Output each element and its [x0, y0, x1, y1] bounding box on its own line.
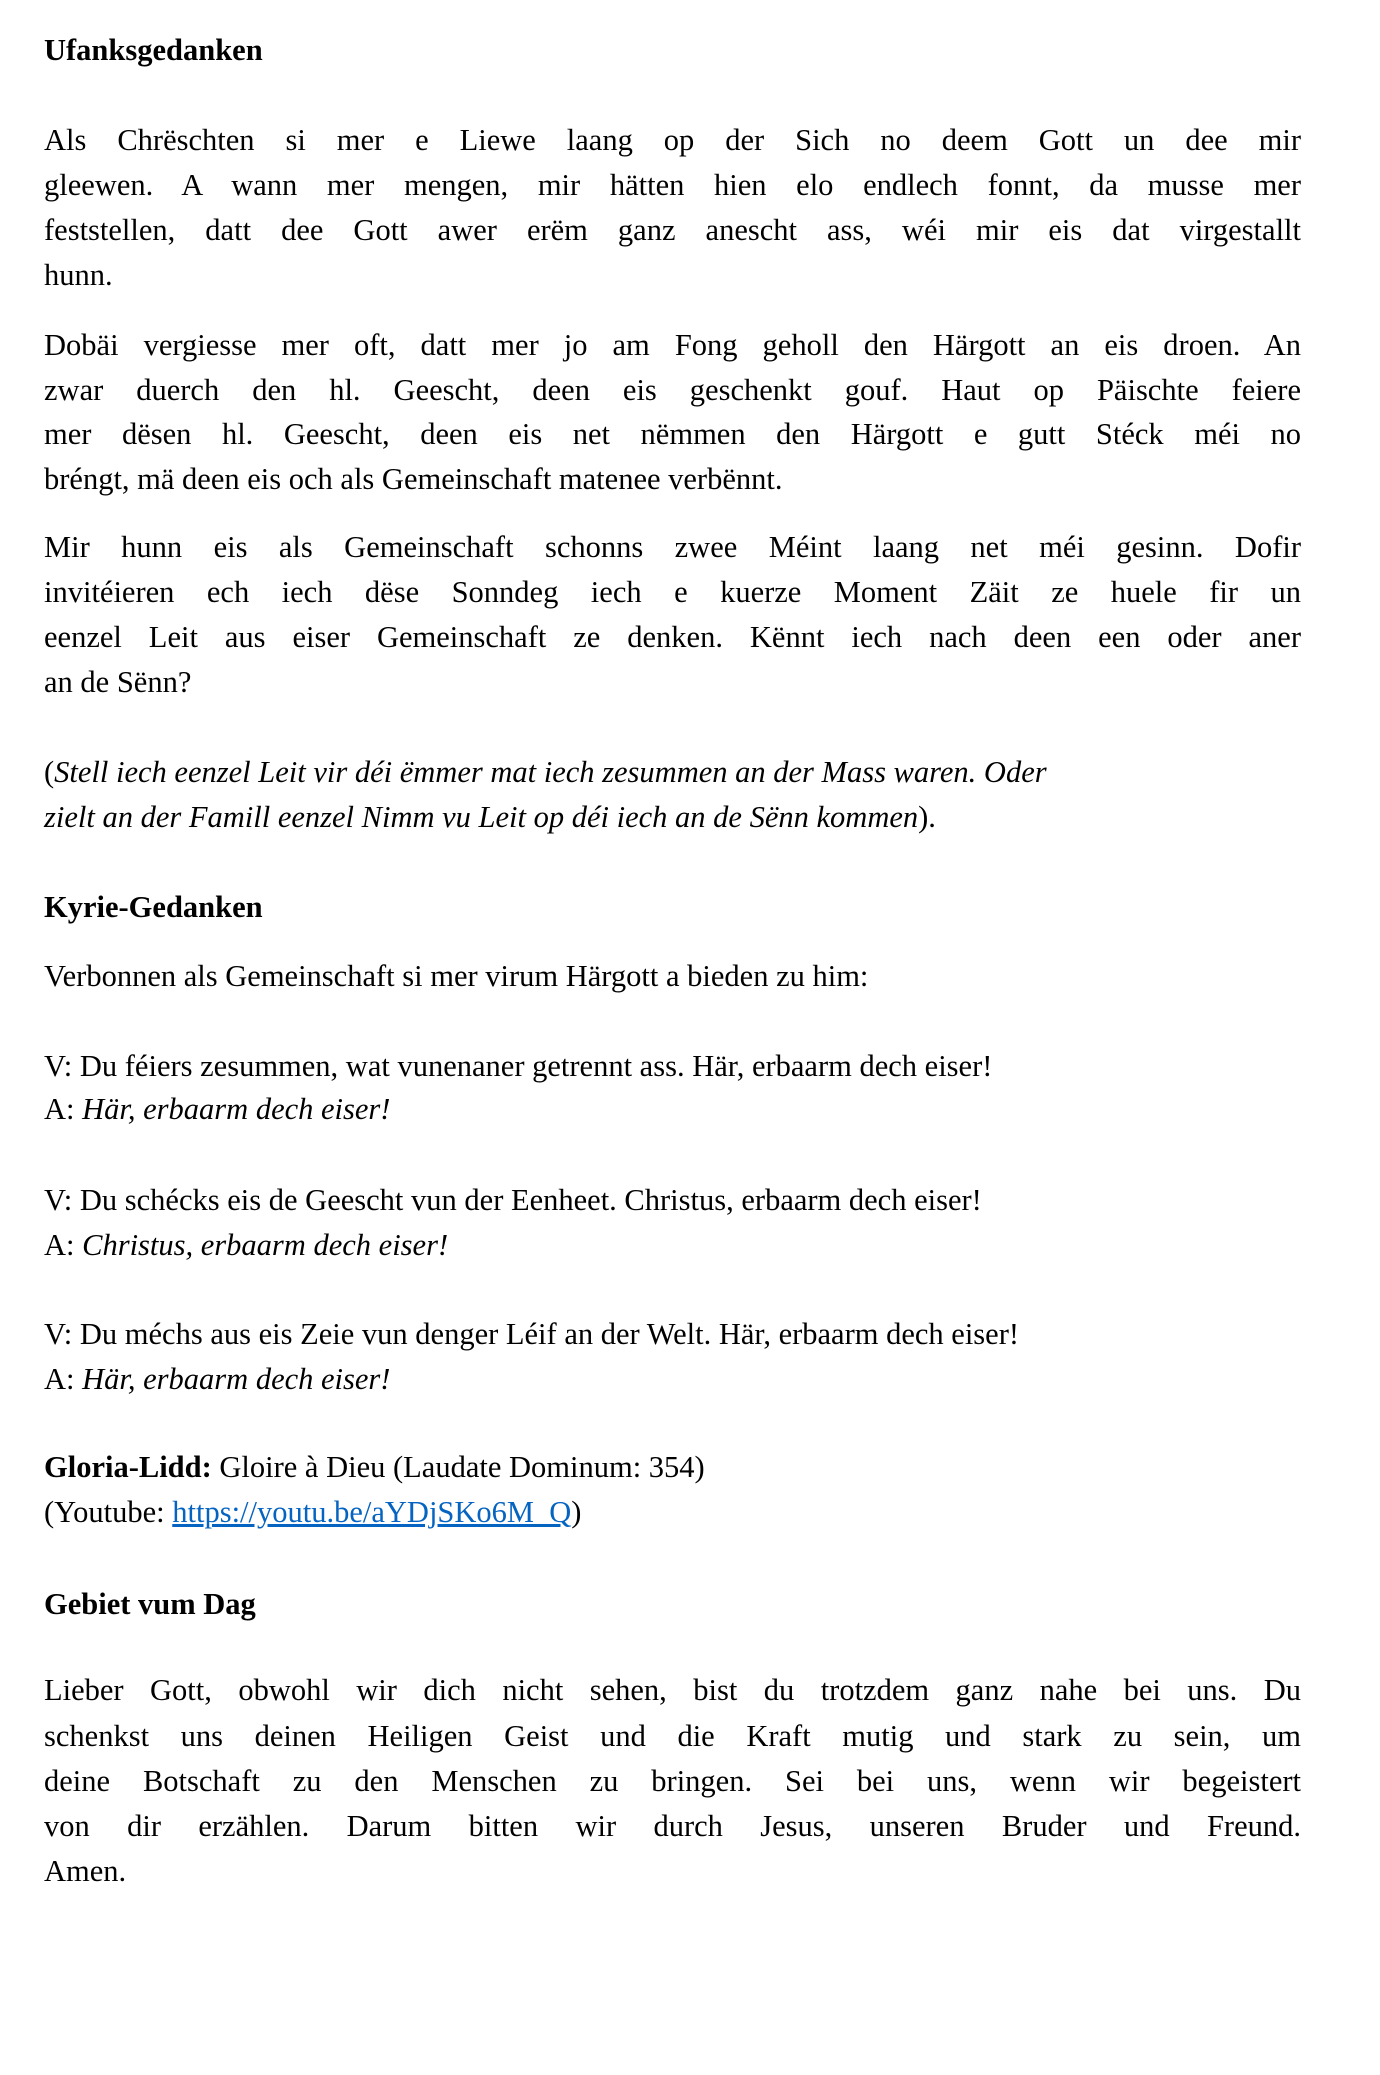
- kyrie-versicle: [44, 1046, 1301, 1086]
- prayer-line: Amen.: [44, 1854, 127, 1888]
- response-prefix: A:: [44, 1092, 83, 1126]
- versicle-prefix: V:: [44, 1317, 80, 1351]
- heading-gebiet: Gebiet vum Dag: [44, 1587, 256, 1621]
- note-close-paren: ).: [918, 800, 936, 834]
- youtube-suffix: ): [571, 1495, 582, 1529]
- intro-para3-line: an de Sënn?: [44, 665, 192, 699]
- versicle-prefix: V:: [44, 1183, 80, 1217]
- youtube-line: [44, 1492, 1301, 1532]
- intro-para2-line: zwar duerch den hl. Geescht, deen eis geschenkt gouf. Haut op Päischte feiere: [44, 373, 1301, 407]
- heading-kyrie: Kyrie-Gedanken: [44, 890, 263, 924]
- kyrie-versicle: [44, 1314, 1301, 1354]
- prayer-line: deine Botschaft zu den Menschen zu bringen. Sei bei uns, wenn wir begeistert: [44, 1764, 1301, 1798]
- intro-para1-line: feststellen, datt dee Gott awer erëm ganz anescht ass, wéi mir eis dat virgestallt: [44, 213, 1301, 247]
- intro-para2-line: Dobäi vergiesse mer oft, datt mer jo am Fong geholl den Härgott an eis droen. An: [44, 328, 1301, 362]
- kyrie-response: [44, 1225, 1301, 1265]
- response-prefix: A:: [44, 1228, 83, 1262]
- prayer-line: schenkst uns deinen Heiligen Geist und die Kraft mutig und stark zu sein, um: [44, 1719, 1301, 1753]
- response-text: Här, erbaarm dech eiser!: [82, 1092, 391, 1126]
- intro-para2-line: mer dësen hl. Geescht, deen eis net nëmmen den Härgott e gutt Stéck méi no: [44, 417, 1301, 451]
- intro-note-line: [44, 797, 1301, 837]
- response-prefix: A:: [44, 1362, 83, 1396]
- prayer-line: von dir erzählen. Darum bitten wir durch Jesus, unseren Bruder und Freund.: [44, 1809, 1301, 1843]
- versicle-text: Du féiers zesummen, wat vunenaner getrennt ass. Här, erbaarm dech eiser!: [79, 1049, 993, 1083]
- youtube-prefix: (Youtube:: [44, 1495, 173, 1529]
- kyrie-intro: Verbonnen als Gemeinschaft si mer virum Härgott a bieden zu him:: [44, 959, 869, 993]
- note-text: Stell iech eenzel Leit vir déi ëmmer mat iech zesummen an der Mass waren. Oder: [54, 755, 1047, 789]
- note-text: zielt an der Famill eenzel Nimm vu Leit op déi iech an de Sënn kommen: [44, 800, 919, 834]
- intro-note-line: [44, 752, 1301, 792]
- kyrie-response: [44, 1089, 1301, 1129]
- versicle-text: Du schécks eis de Geescht vun der Eenheet. Christus, erbaarm dech eiser!: [79, 1183, 982, 1217]
- gloria-line: [44, 1447, 1301, 1487]
- response-text: Christus, erbaarm dech eiser!: [82, 1228, 449, 1262]
- intro-para3-line: invitéieren ech iech dëse Sonndeg iech e kuerze Moment Zäit ze huele fir un: [44, 575, 1301, 609]
- intro-para3-line: eenzel Leit aus eiser Gemeinschaft ze denken. Kënnt iech nach deen een oder aner: [44, 620, 1301, 654]
- intro-para1-line: gleewen. A wann mer mengen, mir hätten hien elo endlech fonnt, da musse mer: [44, 168, 1301, 202]
- intro-para1-line: hunn.: [44, 258, 113, 292]
- youtube-link[interactable]: https://youtu.be/aYDjSKo6M_Q: [172, 1495, 572, 1529]
- gloria-text: Gloire à Dieu (Laudate Dominum: 354): [211, 1450, 705, 1484]
- versicle-text: Du méchs aus eis Zeie vun denger Léif an der Welt. Här, erbaarm dech eiser!: [79, 1317, 1020, 1351]
- response-text: Här, erbaarm dech eiser!: [82, 1362, 391, 1396]
- kyrie-versicle: [44, 1180, 1301, 1220]
- intro-para3-line: Mir hunn eis als Gemeinschaft schonns zwee Méint laang net méi gesinn. Dofir: [44, 530, 1301, 564]
- intro-para2-line: bréngt, mä deen eis och als Gemeinschaft matenee verbënnt.: [44, 462, 783, 496]
- gloria-label: Gloria-Lidd:: [44, 1450, 212, 1484]
- prayer-line: Lieber Gott, obwohl wir dich nicht sehen, bist du trotzdem ganz nahe bei uns. Du: [44, 1673, 1301, 1707]
- note-open-paren: (: [44, 755, 55, 789]
- heading-ufanksgedanken: Ufanksgedanken: [44, 33, 263, 67]
- intro-para1-line: Als Chrëschten si mer e Liewe laang op der Sich no deem Gott un dee mir: [44, 123, 1301, 157]
- versicle-prefix: V:: [44, 1049, 80, 1083]
- kyrie-response: [44, 1359, 1301, 1399]
